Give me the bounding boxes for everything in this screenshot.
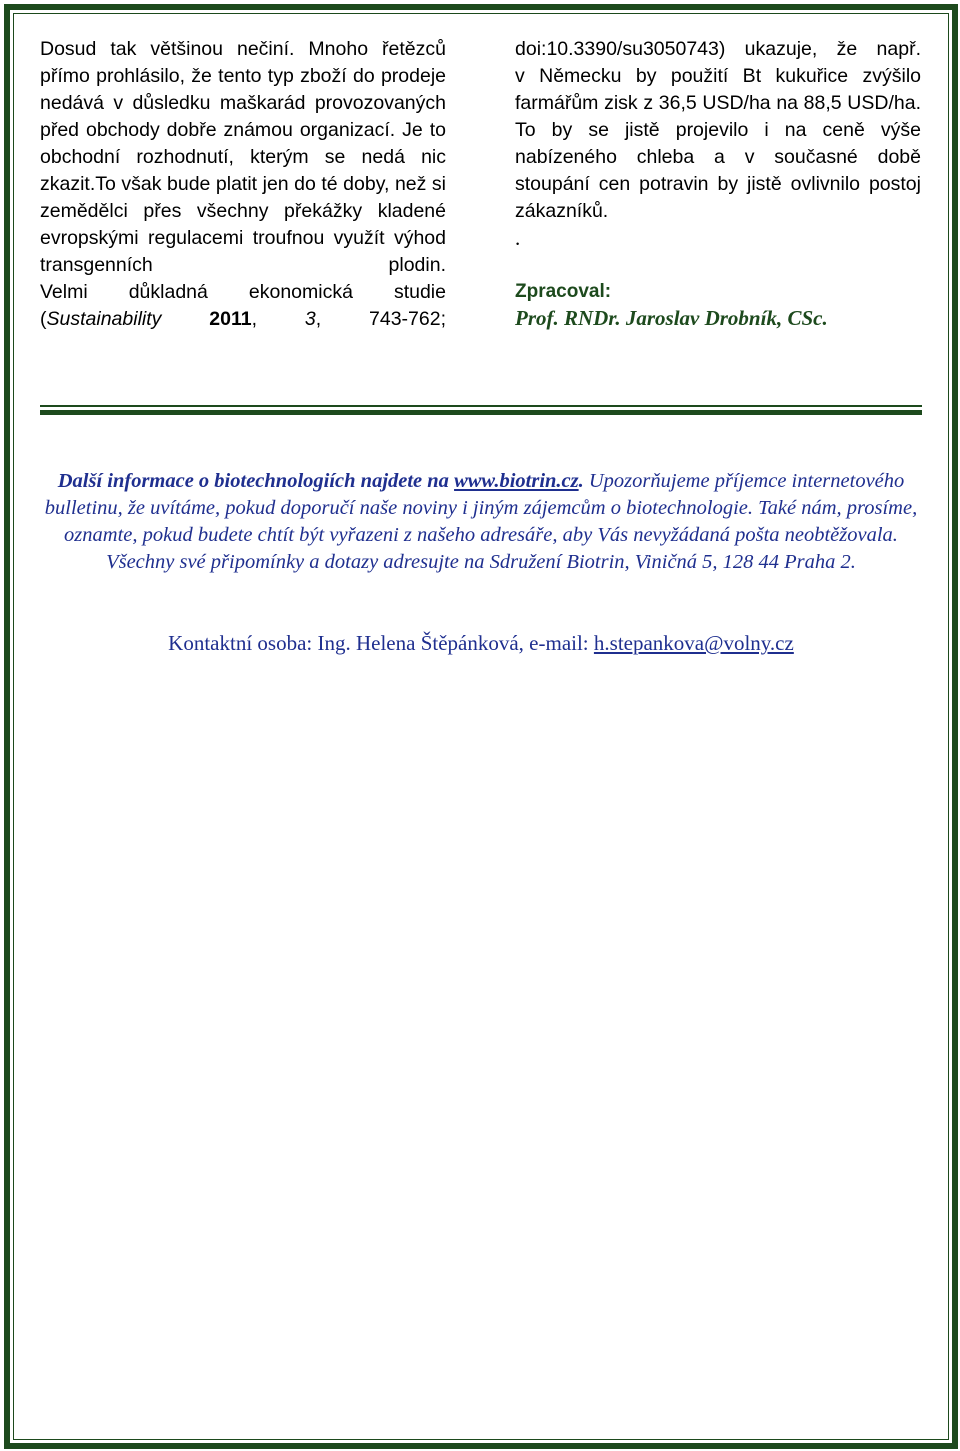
info-link-dot: . (578, 470, 584, 492)
info-block (40, 468, 922, 576)
left-column (40, 36, 446, 333)
author-name: Prof. RNDr. Jaroslav Drobník, CSc. (515, 306, 828, 330)
doi-text: doi:10.3390/su3050743) ukazuje, že např. (515, 38, 921, 60)
divider-thin (40, 405, 922, 407)
left-paragraph-1-text: Dosud tak většinou nečiní. Mnoho řetězců přímo prohlásilo, že tento typ zboží do prodeje nedává v důsledku maškarád provozovaných před obchody dobře známou organizací. Je to obchodní rozhodnutí, kterým se nedá nic zkazit. (40, 38, 446, 195)
contact-line (40, 630, 922, 657)
doi-line (515, 36, 921, 63)
citation-open: ( (40, 308, 47, 330)
dot-text: . (515, 226, 521, 250)
citation-volume: 3 (304, 308, 316, 330)
right-column (515, 36, 921, 332)
left-paragraph-2-text: To však bude platit jen do té doby, než si zemědělci přes všechny překážky kladené evropskými regulacemi troufnou využít výhod transgenních plodin. (40, 173, 446, 276)
citation-sep: , (251, 308, 305, 330)
info-body: Upozorňujeme příjemce internetového bulletinu, že uvítáme, pokud doporučí naše noviny i jiným zájemcům o biotechnologie. Také nám, prosíme, oznamte, pokud budete chtít být vyřazeni z našeho adresáře, aby Vás nevyžádaná pošta neobtěžovala. Všechny své připomínky a dotazy adresujte na Sdružení Biotrin, Viničná 5, 128 44 Praha 2. (44, 470, 918, 573)
contact-label: Kontaktní osoba: Ing. Helena Štěpánková, e-mail: (168, 631, 594, 655)
study-intro: Velmi důkladná ekonomická studie (40, 281, 446, 303)
contact-email-link[interactable]: h.stepankova@volny.cz (593, 631, 794, 655)
right-paragraph (515, 63, 921, 225)
author-label: Zpracoval: (515, 281, 612, 302)
right-paragraph-text: v Německu by použití Bt kukuřice zvýšilo farmářům zisk z 36,5 USD/ha na 88,5 USD/ha. To by se jistě projevilo i na ceně výše nabízeného chleba a v současné době stoupání cen potravin by jistě ovlivnilo postoj zákazníků. (515, 65, 921, 222)
citation-year: 2011 (209, 308, 252, 330)
biotrin-link[interactable]: www.biotrin.cz (454, 470, 579, 492)
left-paragraph-1 (40, 36, 446, 279)
citation-pages: , 743-762; (315, 308, 446, 330)
divider-thick (40, 410, 922, 415)
dot-line (515, 225, 921, 252)
info-lead: Další informace o biotechnologiích najdete na (57, 470, 449, 492)
left-paragraph-3 (40, 279, 446, 333)
citation-journal: Sustainability (46, 308, 162, 330)
